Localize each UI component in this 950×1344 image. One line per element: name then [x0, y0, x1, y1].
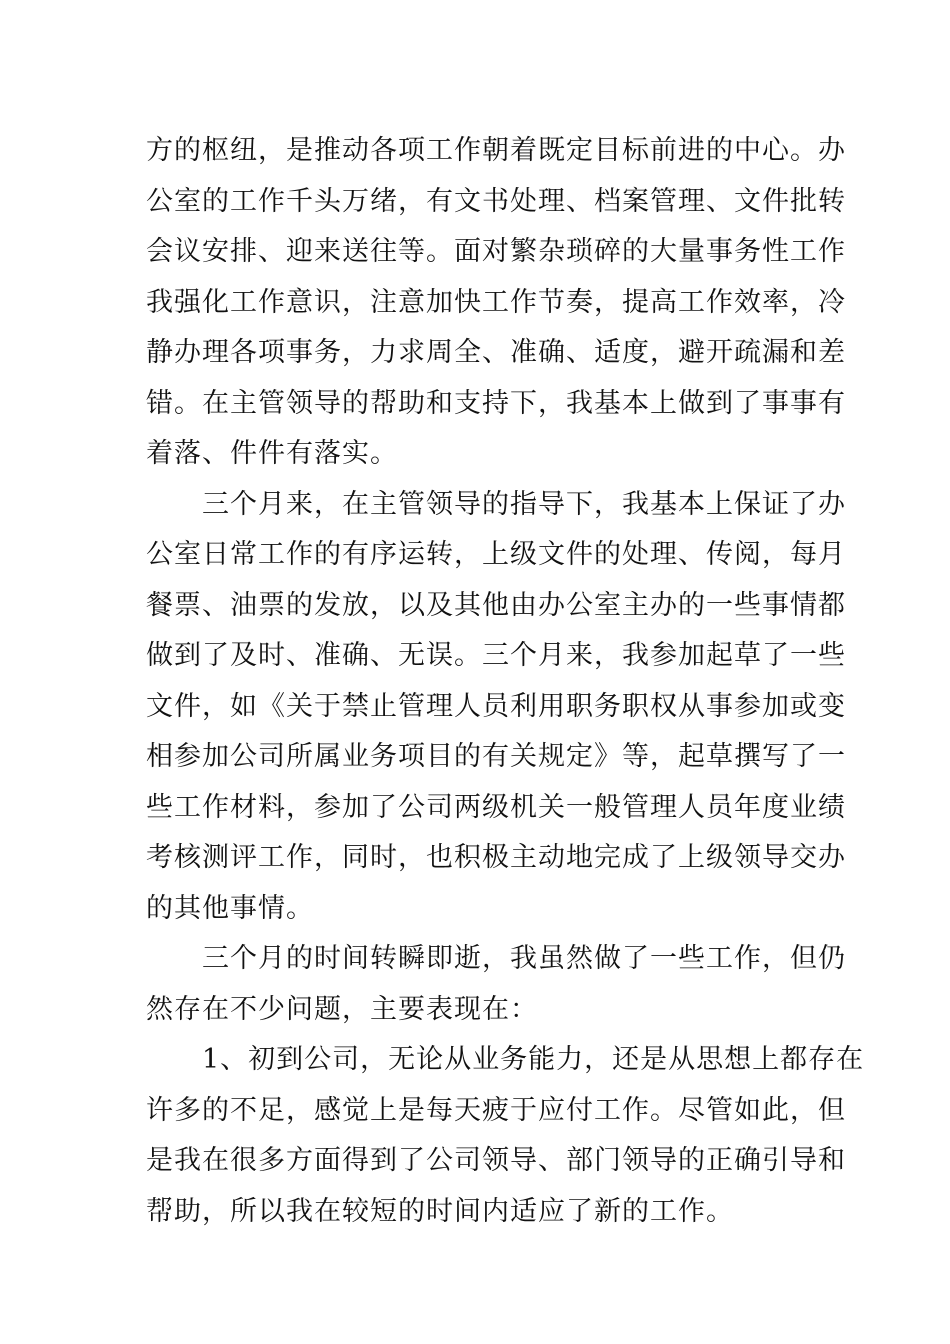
text-line: 些工作材料，参加了公司两级机关一般管理人员年度业绩 — [146, 791, 846, 823]
text-line: 的其他事情。 — [146, 892, 314, 924]
text-line: 公室的工作千头万绪，有文书处理、档案管理、文件批转 — [146, 185, 846, 217]
text-line: 公室日常工作的有序运转，上级文件的处理、传阅，每月 — [146, 539, 846, 570]
text-line: 做到了及时、准确、无误。三个月来，我参加起草了一些 — [146, 640, 846, 671]
text-line: 帮助，所以我在较短的时间内适应了新的工作。 — [146, 1195, 734, 1227]
text-line: 许多的不足，感觉上是每天疲于应付工作。尽管如此，但 — [146, 1094, 846, 1126]
text-line: 会议安排、迎来送往等。面对繁杂琐碎的大量事务性工作 — [146, 236, 846, 267]
paragraph-3 — [146, 934, 846, 1035]
text-line: 着落、件件有落实。 — [146, 438, 398, 469]
text-line: 错。在主管领导的帮助和支持下，我基本上做到了事事有 — [146, 387, 846, 419]
text-line: 考核测评工作，同时，也积极主动地完成了上级领导交办 — [146, 842, 846, 873]
text-line: 餐票、油票的发放，以及其他由办公室主办的一些事情都 — [146, 589, 846, 621]
text-line: 文件，如《关于禁止管理人员利用职务职权从事参加或变 — [146, 690, 846, 722]
paragraph-1 — [146, 126, 846, 480]
text-line: 相参加公司所属业务项目的有关规定》等，起草撰写了一 — [146, 741, 846, 772]
text-line: 是我在很多方面得到了公司领导、部门领导的正确引导和 — [146, 1145, 846, 1176]
text-line: 方的枢纽，是推动各项工作朝着既定目标前进的中心。办 — [146, 135, 846, 166]
paragraph-4 — [146, 1035, 865, 1237]
text-line: 然存在不少问题，主要表现在： — [146, 993, 538, 1025]
text-line: 我强化工作意识，注意加快工作节奏，提高工作效率，冷 — [146, 286, 846, 318]
text-line: 三个月的时间转瞬即逝，我虽然做了一些工作，但仍 — [202, 943, 846, 974]
document-body — [146, 126, 865, 1237]
text-line: 静办理各项事务，力求周全、准确、适度，避开疏漏和差 — [146, 337, 846, 368]
text-line: 三个月来，在主管领导的指导下，我基本上保证了办 — [202, 488, 846, 520]
paragraph-2 — [146, 480, 846, 935]
text-line: 1、初到公司，无论从业务能力，还是从思想上都存在 — [202, 1044, 865, 1075]
